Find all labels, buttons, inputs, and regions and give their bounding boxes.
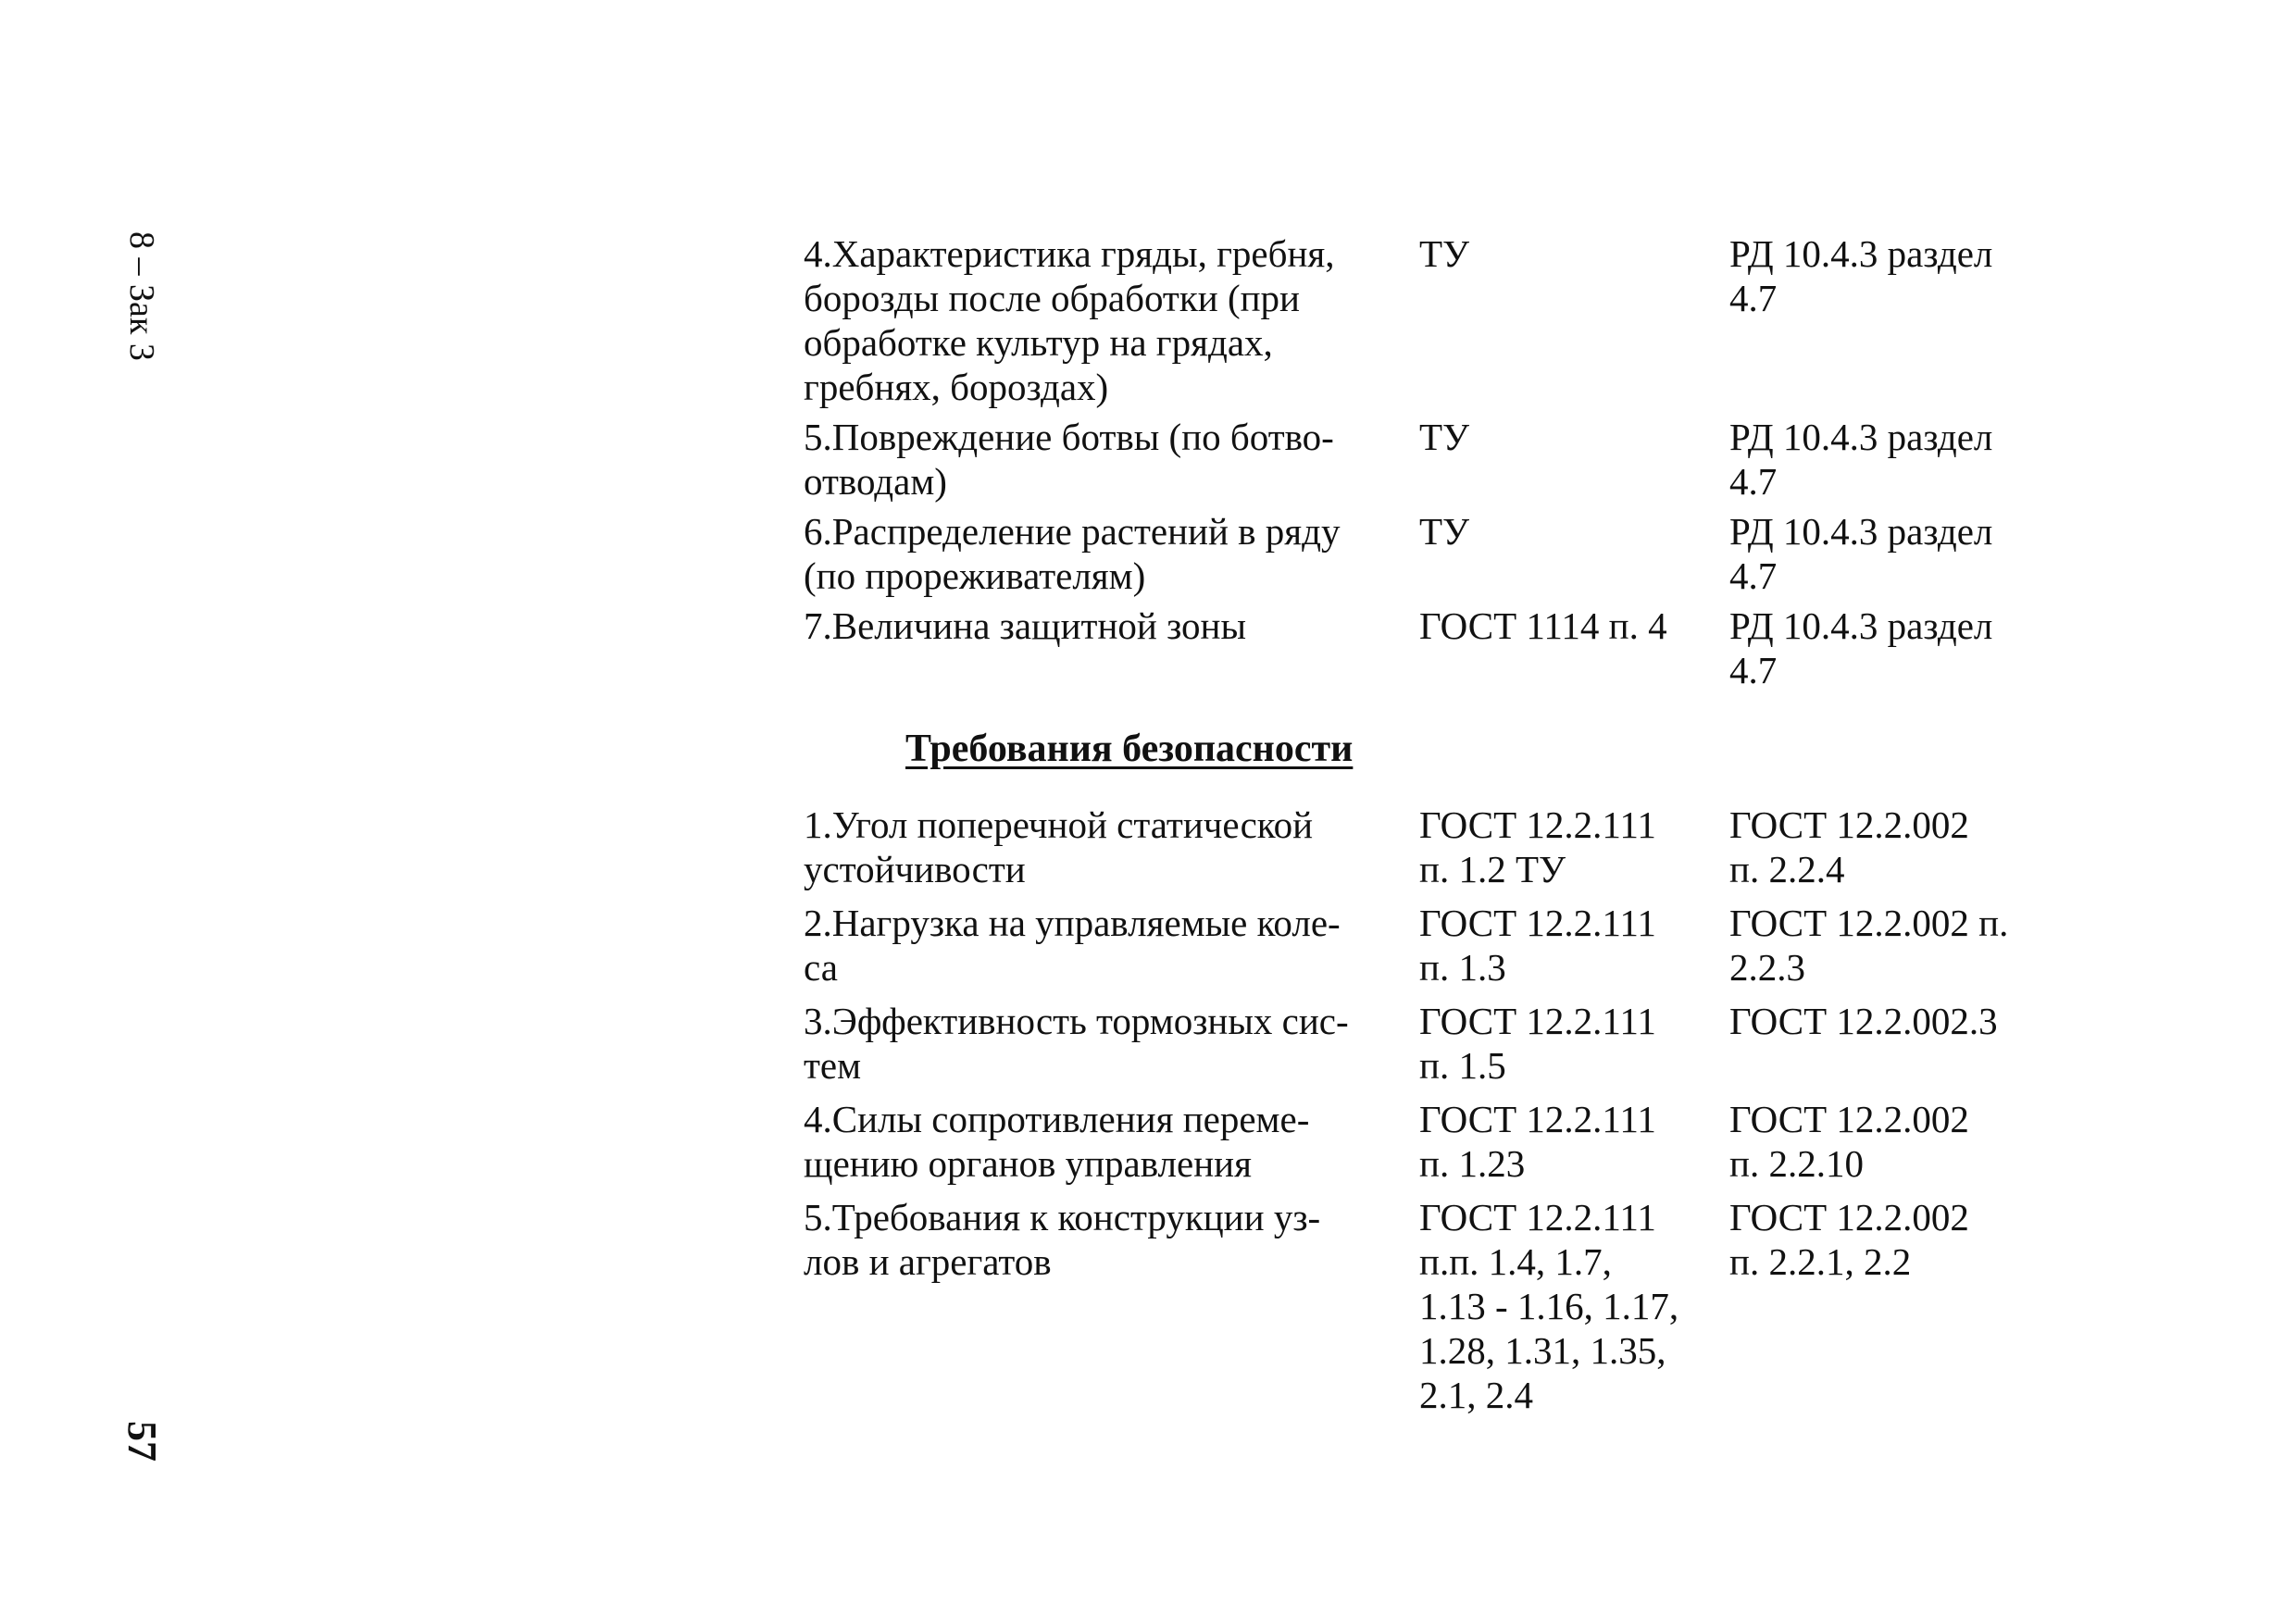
norm-cell-line: п. 1.3 [1419, 946, 1506, 989]
norm-cell-line: ГОСТ 1114 п. 4 [1419, 604, 1667, 647]
param-cell [804, 509, 1419, 598]
norm-cell [1419, 999, 1729, 1088]
method-cell-line: ГОСТ 12.2.002.3 [1729, 1000, 1998, 1042]
norm-cell-line: п. 1.23 [1419, 1142, 1526, 1185]
norm-cell-line: ГОСТ 12.2.111 [1419, 1098, 1656, 1140]
param-cell [804, 901, 1419, 989]
method-cell [1729, 604, 2044, 692]
method-cell-line: п. 2.2.4 [1729, 848, 1845, 890]
method-cell-line: 4.7 [1729, 460, 1778, 503]
norm-cell [1419, 231, 1729, 409]
method-cell [1729, 509, 2044, 598]
param-cell-line: тем [804, 1044, 862, 1087]
method-cell-line: ГОСТ 12.2.002 [1729, 803, 1969, 846]
method-cell-line: 4.7 [1729, 649, 1778, 691]
table-row [804, 604, 2137, 692]
norm-cell-line: п. 1.5 [1419, 1044, 1506, 1087]
param-cell [804, 803, 1419, 891]
method-cell [1729, 1097, 2044, 1186]
param-cell-line: са [804, 946, 838, 989]
method-cell [1729, 231, 2044, 409]
param-cell-line: 4.Силы сопротивления переме- [804, 1098, 1310, 1140]
param-cell-line: 5.Требования к конструкции уз- [804, 1196, 1321, 1238]
param-cell-line: 3.Эффективность тормозных сис- [804, 1000, 1349, 1042]
table-row [804, 415, 2137, 504]
param-cell-line: лов и агрегатов [804, 1240, 1052, 1283]
method-cell-line: РД 10.4.3 раздел [1729, 604, 1993, 647]
method-cell-line: РД 10.4.3 раздел [1729, 510, 1993, 553]
table-row [804, 231, 2137, 409]
param-cell-line: гребнях, бороздах) [804, 366, 1109, 408]
norm-cell-line: 1.28, 1.31, 1.35, [1419, 1329, 1666, 1372]
param-cell [804, 999, 1419, 1088]
norm-cell-line: ТУ [1419, 416, 1470, 458]
norm-cell [1419, 1195, 1729, 1417]
param-cell-line: устойчивости [804, 848, 1026, 890]
norm-cell-line: ТУ [1419, 510, 1470, 553]
method-cell [1729, 415, 2044, 504]
method-cell-line: ГОСТ 12.2.002 [1729, 1196, 1969, 1238]
safety-requirements-table [804, 803, 2137, 1417]
param-cell-line: щению органов управления [804, 1142, 1252, 1185]
section-heading: Требования безопасности [905, 728, 1354, 770]
norm-cell [1419, 415, 1729, 504]
table-row [804, 1195, 2137, 1417]
param-cell [804, 1195, 1419, 1417]
method-cell [1729, 999, 2044, 1088]
method-cell [1729, 803, 2044, 891]
norm-cell-line: ТУ [1419, 232, 1470, 275]
method-cell-line: 2.2.3 [1729, 946, 1805, 989]
norm-cell-line: п. 1.2 ТУ [1419, 848, 1566, 890]
param-cell [804, 604, 1419, 692]
param-cell-line: 7.Величина защитной зоны [804, 604, 1247, 647]
param-cell [804, 415, 1419, 504]
norm-cell [1419, 604, 1729, 692]
norm-cell [1419, 1097, 1729, 1186]
page-number: 57 [119, 1421, 165, 1462]
method-cell-line: ГОСТ 12.2.002 [1729, 1098, 1969, 1140]
norm-cell-line: 1.13 - 1.16, 1.17, [1419, 1285, 1679, 1327]
norm-cell [1419, 901, 1729, 989]
norm-cell-line: ГОСТ 12.2.111 [1419, 1196, 1656, 1238]
param-cell-line: отводам) [804, 460, 947, 503]
param-cell-line: 2.Нагрузка на управляемые коле- [804, 902, 1341, 944]
method-cell [1729, 1195, 2044, 1417]
table-row [804, 1097, 2137, 1186]
method-cell-line: ГОСТ 12.2.002 п. [1729, 902, 2009, 944]
method-cell-line: 4.7 [1729, 554, 1778, 597]
param-cell-line: 6.Распределение растений в ряду [804, 510, 1341, 553]
norm-cell-line: п.п. 1.4, 1.7, [1419, 1240, 1612, 1283]
norm-cell [1419, 803, 1729, 891]
method-cell-line: п. 2.2.1, 2.2 [1729, 1240, 1912, 1283]
table-row [804, 999, 2137, 1088]
param-cell-line: борозды после обработки (при [804, 277, 1300, 319]
table-row [804, 901, 2137, 989]
norm-cell-line: ГОСТ 12.2.111 [1419, 803, 1656, 846]
param-cell-line: 5.Повреждение ботвы (по ботво- [804, 416, 1334, 458]
norm-cell-line: ГОСТ 12.2.111 [1419, 902, 1656, 944]
norm-cell-line: 2.1, 2.4 [1419, 1374, 1533, 1416]
method-cell-line: п. 2.2.10 [1729, 1142, 1864, 1185]
param-cell-line: (по прореживателям) [804, 554, 1146, 597]
margin-stamp: 8 – Зак 3 [122, 231, 161, 361]
method-cell [1729, 901, 2044, 989]
method-cell-line: РД 10.4.3 раздел [1729, 232, 1993, 275]
method-cell-line: 4.7 [1729, 277, 1778, 319]
table-row [804, 509, 2137, 598]
param-cell-line: 4.Характеристика гряды, гребня, [804, 232, 1335, 275]
param-cell-line: 1.Угол поперечной статической [804, 803, 1314, 846]
norm-cell [1419, 509, 1729, 598]
requirements-table-part1 [804, 231, 2137, 692]
method-cell-line: РД 10.4.3 раздел [1729, 416, 1993, 458]
norm-cell-line: ГОСТ 12.2.111 [1419, 1000, 1656, 1042]
param-cell [804, 231, 1419, 409]
param-cell [804, 1097, 1419, 1186]
table-row [804, 803, 2137, 891]
param-cell-line: обработке культур на грядах, [804, 321, 1273, 364]
